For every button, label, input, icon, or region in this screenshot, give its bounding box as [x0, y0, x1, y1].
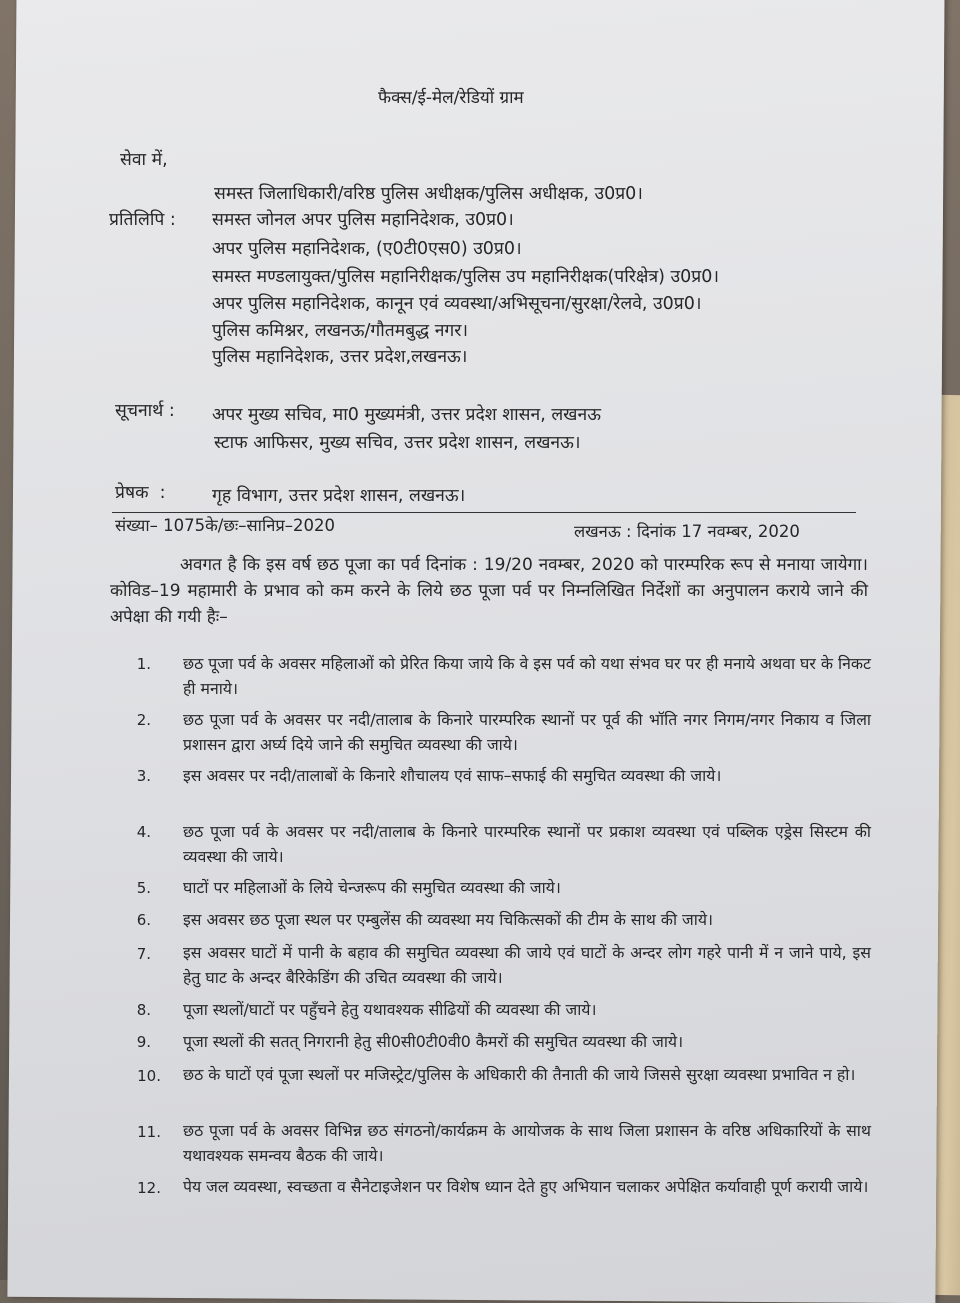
- item-text: इस अवसर छठ पूजा स्थल पर एम्बुलेंस की व्यवस्था मय चिकित्सकों की टीम के साथ की जाये।: [183, 910, 714, 929]
- copy-line: पुलिस महानिदेशक, उत्तर प्रदेश,लखनऊ।: [212, 347, 468, 367]
- item-number: 12.: [137, 1179, 161, 1197]
- item-text: छठ पूजा पर्व के अवसर पर नदी/तालाब के किनारे पारम्परिक स्थानों पर प्रकाश व्यवस्था एवं पब्लिक एड्रेस सिस्टम की व्यवस्था की जाये।: [183, 822, 871, 866]
- item-number: 6.: [136, 911, 151, 929]
- item-text: इस अवसर पर नदी/तालाबों के किनारे शौचालय एवं साफ–सफाई की समुचित व्यवस्था की जाये।: [183, 766, 722, 785]
- item-number: 4.: [136, 823, 151, 841]
- item-text: छठ के घाटों एवं पूजा स्थलों पर मजिस्ट्रेट/पुलिस के अधिकारी की तैनाती की जाये जिससे सुरक्षा व्यवस्था प्रभावित न हो।: [183, 1065, 856, 1084]
- item-text: छठ पूजा पर्व के अवसर पर नदी/तालाब के किनारे पारम्परिक स्थानों पर पूर्व की भॉति नगर निगम/नगर निकाय व जिला प्रशासन द्वारा अर्घ्य दिये जाने की समुचित व्यवस्था की जाये।: [183, 710, 871, 754]
- info-line: स्टाफ आफिसर, मुख्य सचिव, उत्तर प्रदेश शासन, लखनऊ।: [214, 433, 581, 453]
- date-line: लखनऊ : दिनांक 17 नवम्बर, 2020: [574, 522, 800, 541]
- item-number: 7.: [136, 945, 151, 963]
- item-number: 10.: [137, 1067, 161, 1085]
- document-title: फैक्स/ई-मेल/रेडियों ग्राम: [378, 88, 524, 108]
- info-label: सूचनार्थ :: [115, 401, 175, 421]
- copy-line: समस्त जोनल अपर पुलिस महानिदेशक, उ0प्र0।: [212, 210, 514, 230]
- item-number: 8.: [136, 1001, 151, 1019]
- copy-line: अपर पुलिस महानिदेशक, (ए0टी0एस0) उ0प्र0।: [212, 239, 522, 259]
- item-number: 5.: [136, 879, 151, 897]
- salutation: सेवा में,: [120, 150, 168, 170]
- reference-number: संख्या– 1075के/छः–सानिप्र–2020: [115, 516, 336, 535]
- sender-line: गृह विभाग, उत्तर प्रदेश शासन, लखनऊ।: [212, 486, 466, 506]
- item-number: 11.: [137, 1123, 161, 1141]
- item-number: 9.: [136, 1033, 151, 1051]
- item-text: पूजा स्थलों/घाटों पर पहुँचने हेतु यथावश्यक सीढियों की व्यवस्था की जाये।: [183, 1000, 597, 1019]
- item-number: 2.: [136, 711, 151, 729]
- item-text: पूजा स्थलों की सतत् निगरानी हेतु सी0सी0टी0वी0 कैमरों की समुचित व्यवस्था की जाये।: [183, 1032, 684, 1051]
- copy-line: पुलिस कमिश्नर, लखनऊ/गौतमबुद्ध नगर।: [212, 321, 469, 341]
- recipient-line: समस्त जिलाधिकारी/वरिष्ठ पुलिस अधीक्षक/पुलिस अधीक्षक, उ0प्र0।: [214, 184, 643, 204]
- item-number: 3.: [136, 767, 151, 785]
- item-text: छठ पूजा पर्व के अवसर विभिन्न छठ संगठनो/कार्यक्रम के आयोजक के साथ जिला प्रशासन के वरिष्ठ अधिकारियों के साथ यथावश्यक समन्वय बैठक की जाये।: [183, 1121, 871, 1165]
- item-text: छठ पूजा पर्व के अवसर महिलाओं को प्रेरित किया जाये कि वे इस पर्व को यथा संभव घर पर ही मनाये अथवा घर के निकट ही मनाये।: [183, 654, 871, 698]
- header-divider: [112, 512, 856, 513]
- info-line: अपर मुख्य सचिव, मा0 मुख्यमंत्री, उत्तर प्रदेश शासन, लखनऊ: [212, 405, 601, 425]
- sender-label: प्रेषक :: [115, 483, 166, 503]
- item-number: 1.: [136, 655, 151, 673]
- item-text: पेय जल व्यवस्था, स्वच्छता व सैनेटाइजेशन पर विशेष ध्यान देते हुए अभियान चलाकर अपेक्षित कर्यावाही पूर्ण करायी जाये।: [183, 1177, 869, 1196]
- copy-line: अपर पुलिस महानिदेशक, कानून एवं व्यवस्था/अभिसूचना/सुरक्षा/रेलवे, उ0प्र0।: [212, 294, 702, 314]
- intro-paragraph: अवगत है कि इस वर्ष छठ पूजा का पर्व दिनांक : 19/20 नवम्बर, 2020 को पारम्परिक रूप से मनाया जायेगा। कोविड–19 महामारी के प्रभाव को कम करने के लिये छठ पूजा पर्व पर निम्नलिखित निर्देशों का अनुपालन कराये जाने की अपेक्षा की गयी हैः–: [110, 555, 868, 627]
- item-text: घाटों पर महिलाओं के लिये चेन्जरूप की समुचित व्यवस्था की जाये।: [183, 878, 561, 897]
- copy-line: समस्त मण्डलायुक्त/पुलिस महानिरीक्षक/पुलिस उप महानिरीक्षक(परिक्षेत्र) उ0प्र0।: [212, 267, 719, 287]
- item-text: इस अवसर घाटों में पानी के बहाव की समुचित व्यवस्था की जाये एवं घाटों के अन्दर लोग गहरे पानी में न जाने पाये, इस हेतु घाट के अन्दर बैरिकेडिंग की उचित व्यवस्था की जाये।: [183, 943, 871, 987]
- copy-label: प्रतिलिपि :: [109, 210, 176, 230]
